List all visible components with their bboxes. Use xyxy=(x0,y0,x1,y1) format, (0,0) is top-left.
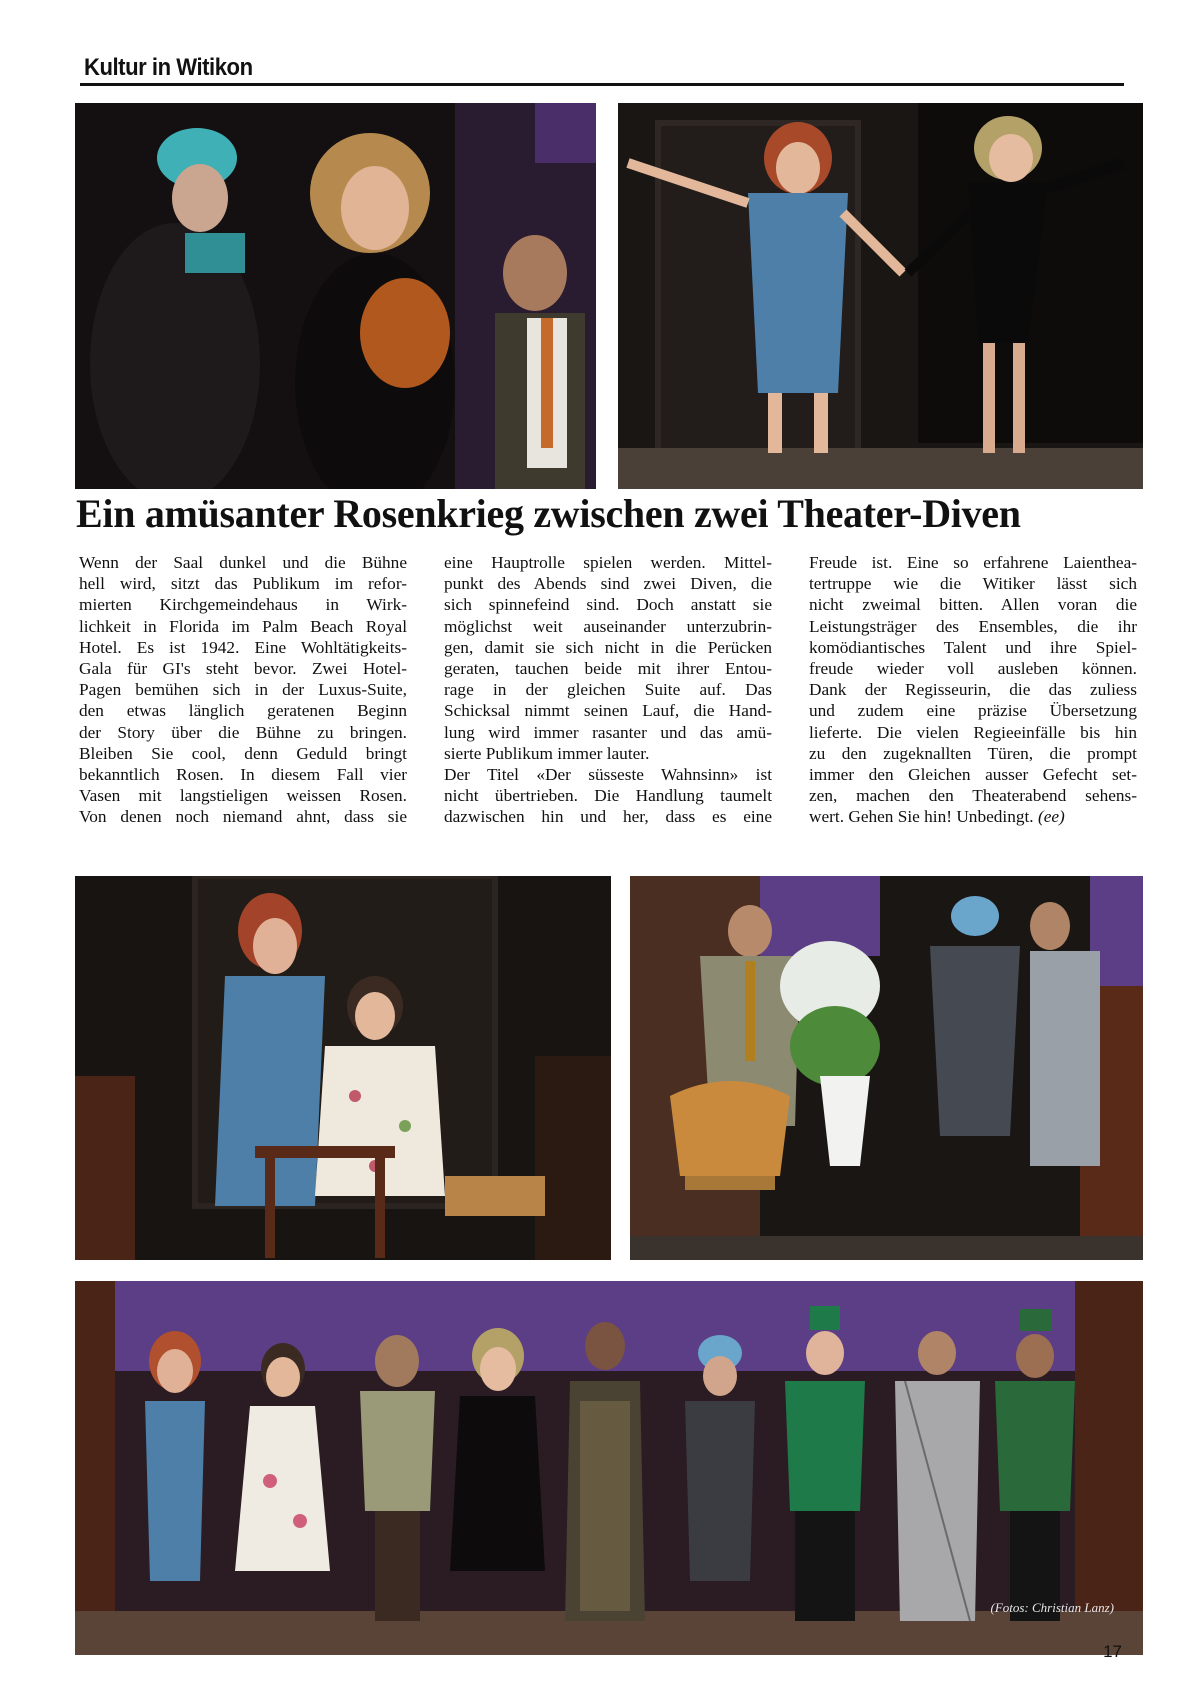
text-line: rage in der gleichen Suite auf. Das xyxy=(444,680,772,700)
text-line: Dank der Regisseurin, die das zuliess xyxy=(809,680,1137,700)
text-line: Gala für GI's steht bevor. Zwei Hotel- xyxy=(79,658,407,678)
article-headline: Ein amüsanter Rosenkrieg zwischen zwei Theater-Diven xyxy=(76,491,1021,536)
text-line: punkt des Abends sind zwei Diven, die xyxy=(444,574,772,594)
text-line: gen, damit sie sich nicht in die Perücken xyxy=(444,637,772,657)
text-line: Bleiben Sie cool, denn Geduld bringt xyxy=(79,743,407,763)
section-title: Kultur in Witikon xyxy=(84,54,253,81)
photo-divas-with-teddy xyxy=(75,103,596,489)
text-line: Vasen mit langstieligen weissen Rosen. xyxy=(79,786,407,806)
text-line: Hotel. Es ist 1942. Eine Wohltätigkeits- xyxy=(79,637,407,657)
closing-sentence: wert. Gehen Sie hin! Unbedingt. xyxy=(809,807,1034,827)
text-line: komödiantisches Talent und ihre Spiel- xyxy=(809,637,1137,657)
text-line: Schicksal nimmt seinen Lauf, die Hand- xyxy=(444,701,772,721)
text-line: Freude ist. Eine so erfahrene Laienthea- xyxy=(809,553,1137,572)
text-line: Der Titel «Der süsseste Wahnsinn» ist xyxy=(444,764,772,784)
text-line: Pagen bemühen sich in der Luxus-Suite, xyxy=(79,680,407,700)
text-line: zen, machen den Theaterabend sehens- xyxy=(809,786,1137,806)
text-line: dazwischen hin und her, dass es eine xyxy=(444,807,772,827)
text-line: eine Hauptrolle spielen werden. Mittel- xyxy=(444,553,772,572)
page-number: 17 xyxy=(1103,1642,1122,1661)
text-line: sich spinnefeind sind. Doch anstatt sie xyxy=(444,595,772,615)
text-line: tertruppe wie die Witiker lässt sich xyxy=(809,574,1137,594)
text-line: den etwas länglich geratenen Beginn xyxy=(79,701,407,721)
text-line: nicht übertrieben. Die Handlung taumelt xyxy=(444,786,772,806)
article-column-2 xyxy=(444,552,772,827)
text-line: sierte Publikum immer lauter. xyxy=(444,743,650,763)
article-column-1 xyxy=(79,552,407,827)
text-line: lieferte. Die vielen Regieeinfälle bis hin xyxy=(809,722,1137,742)
author-signature: (ee) xyxy=(1037,807,1065,827)
text-line: Von denen noch niemand ahnt, dass sie xyxy=(79,807,407,827)
text-line: nicht zweimal bitten. Allen voran die xyxy=(809,595,1137,615)
header-rule xyxy=(80,83,1124,86)
text-line: freude wieder voll ausleben können. xyxy=(809,658,1137,678)
text-line: geraten, tauchen beide mit ihrer Entou- xyxy=(444,658,772,678)
photo-divas-dancing xyxy=(618,103,1143,489)
text-line: immer den Gleichen ausser Gefecht set- xyxy=(809,764,1137,784)
text-line: der Story über die Bühne zu bringen. xyxy=(79,722,407,742)
text-line: zu den zugeknallten Türen, die prompt xyxy=(809,743,1137,763)
text-line: lung wird immer rasanter und das amü- xyxy=(444,722,772,742)
text-line: Wenn der Saal dunkel und die Bühne xyxy=(79,553,407,572)
article-column-3 xyxy=(809,552,1137,827)
text-line: lichkeit in Florida im Palm Beach Royal xyxy=(79,616,407,636)
text-line: möglichst weit auseinander unterzubrin- xyxy=(444,616,772,636)
text-line: hell wird, sitzt das Publikum im refor- xyxy=(79,574,407,594)
text-line: bekanntlich Rosen. In diesem Fall vier xyxy=(79,764,407,784)
text-line: mierten Kirchgemeindehaus in Wirk- xyxy=(79,595,407,615)
text-line xyxy=(809,806,1137,827)
text-line: Leistungsträger des Ensembles, die ihr xyxy=(809,616,1137,636)
photo-roses-vase xyxy=(630,876,1143,1260)
photo-ensemble-bow xyxy=(75,1281,1143,1655)
photo-credit: (Fotos: Christian Lanz) xyxy=(990,1600,1114,1615)
photo-table-scene xyxy=(75,876,611,1260)
text-line: und zudem eine präzise Übersetzung xyxy=(809,701,1137,721)
